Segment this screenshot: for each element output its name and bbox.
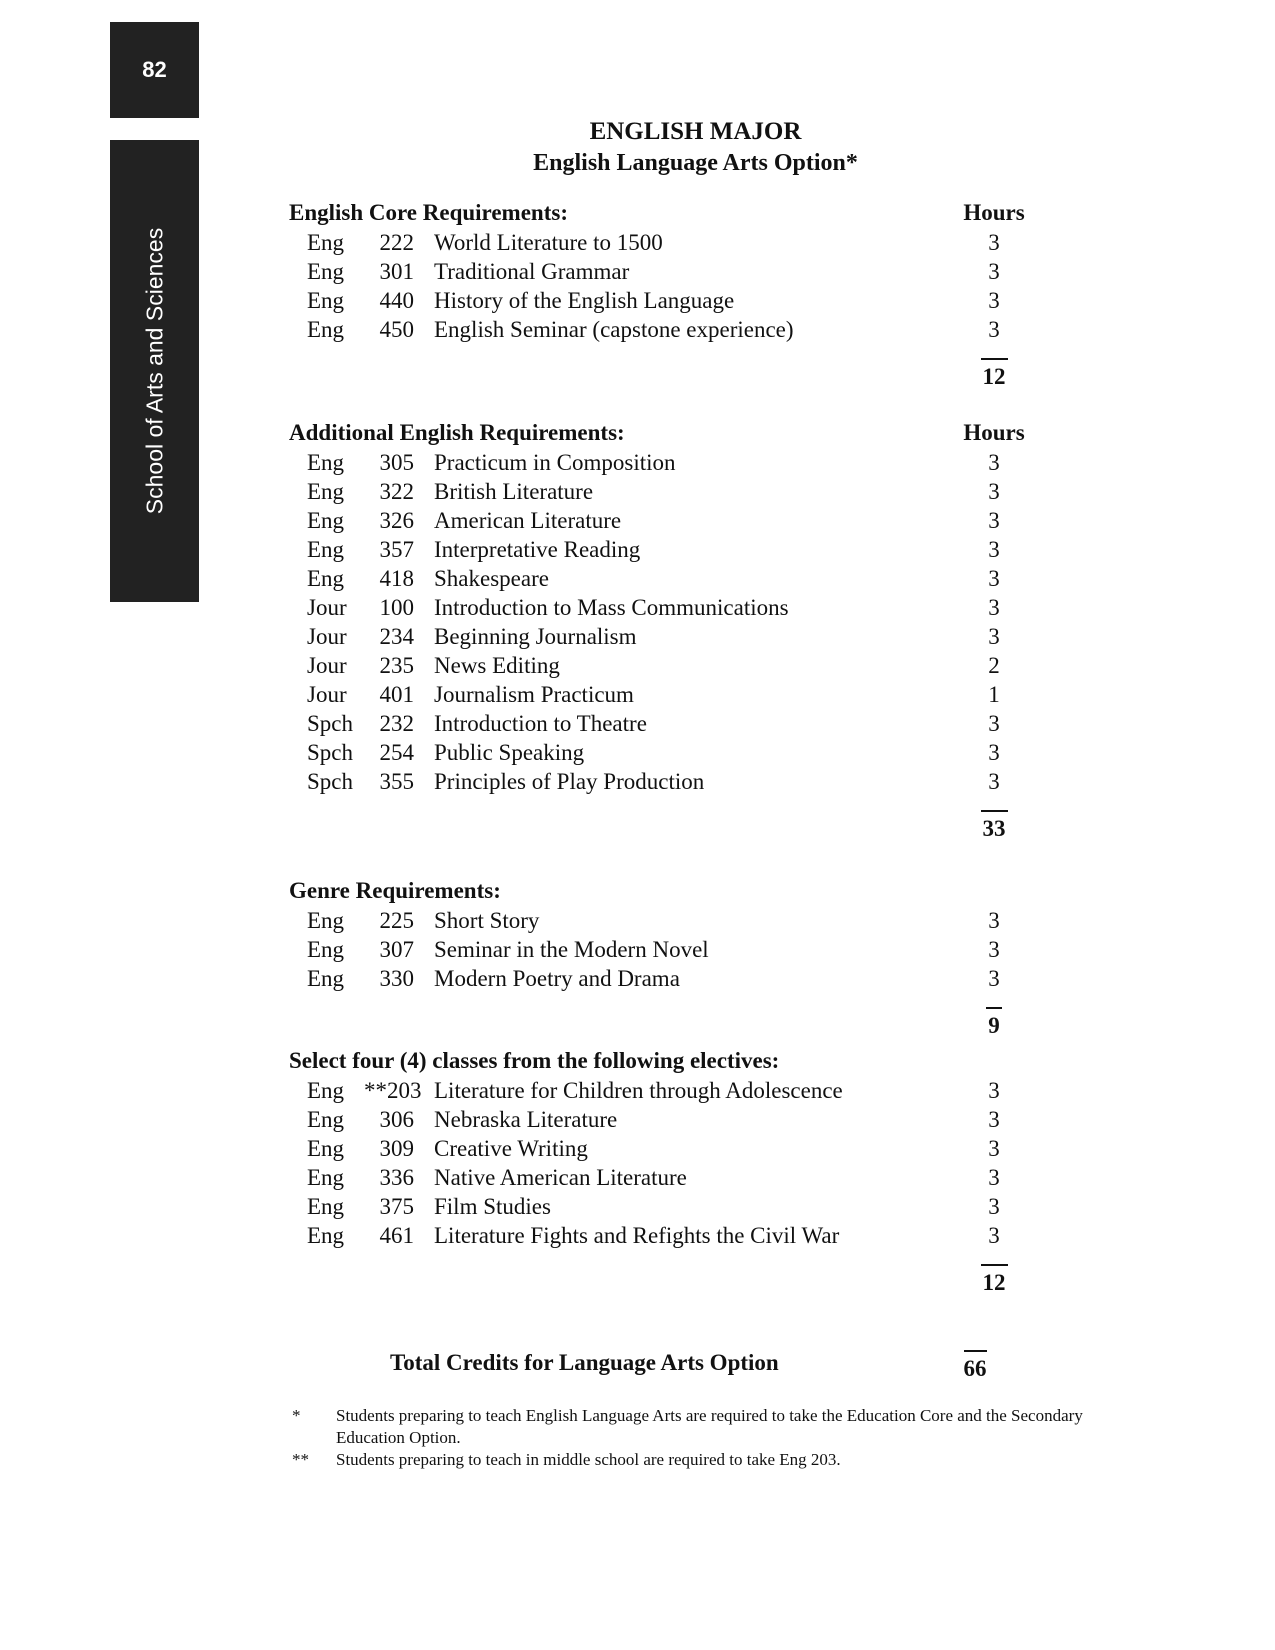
course-dept: Spch [307,768,353,794]
course-number: 326 [379,507,414,533]
footnote-mark: * [292,1406,301,1425]
course-dept: Jour [307,594,347,620]
page-number-tab [110,22,199,118]
course-number: 418 [379,565,414,591]
section-heading-row [289,1048,1029,1076]
course-row [289,286,1029,315]
course-number: 301 [379,258,414,284]
course-name: Shakespeare [434,565,549,591]
course-row [289,1105,1029,1134]
course-dept: Eng [307,1077,345,1103]
course-name: Traditional Grammar [434,258,630,284]
course-row [289,257,1029,286]
section-genre [289,878,1029,1039]
course-name: Nebraska Literature [434,1106,618,1132]
course-number: 235 [379,652,414,678]
course-dept: Jour [307,623,347,649]
course-dept: Eng [307,258,345,284]
course-name: Literature Fights and Refights the Civil War [434,1222,840,1248]
course-row [289,477,1029,506]
hours-header: Hours [963,420,1025,445]
course-row [289,448,1029,477]
course-row [289,535,1029,564]
course-number: 305 [379,449,414,475]
course-name: Literature for Children through Adolescence [434,1077,843,1103]
footnote-mark: ** [292,1450,309,1469]
course-dept: Eng [307,907,345,933]
course-hours: 3 [988,594,1000,620]
course-number: 322 [379,478,414,504]
course-number: 307 [379,936,414,962]
course-row [289,1221,1029,1250]
subtotal-value: 33 [981,810,1008,842]
course-number: 375 [379,1193,414,1219]
course-name: English Seminar (capstone experience) [434,316,794,342]
course-hours: 3 [988,965,1000,991]
course-name: Principles of Play Production [434,768,705,794]
course-row [289,564,1029,593]
course-number: 100 [379,594,414,620]
course-row [289,1163,1029,1192]
course-number: 306 [379,1106,414,1132]
course-dept: Eng [307,287,345,313]
section-heading: Additional English Requirements: [289,420,625,445]
course-hours: 3 [988,478,1000,504]
footnote-text: Students preparing to teach English Language Arts are required to take the Education Core and the Secondary Education Option. [336,1406,1083,1447]
page-title: ENGLISH MAJOR [589,118,802,145]
course-dept: Spch [307,710,353,736]
course-hours: 1 [988,681,1000,707]
course-dept: Eng [307,536,345,562]
course-row [289,1076,1029,1105]
course-number: 357 [379,536,414,562]
hours-header: Hours [963,200,1025,225]
course-number: 355 [379,768,414,794]
page-subtitle: English Language Arts Option* [533,150,858,176]
total-row [390,1350,1010,1382]
side-section-label: School of Arts and Sciences [141,227,167,515]
course-hours: 3 [988,1135,1000,1161]
course-name: Journalism Practicum [434,681,634,707]
course-number: 232 [379,710,414,736]
course-number: 461 [379,1222,414,1248]
course-hours: 3 [988,507,1000,533]
course-row [289,593,1029,622]
subtotal-row [289,1007,1029,1039]
subtotal-row [289,1264,1029,1296]
section-heading-row [289,878,1029,906]
section-heading: Select four (4) classes from the following electives: [289,1048,780,1073]
course-hours: 3 [988,536,1000,562]
course-dept: Spch [307,739,353,765]
course-dept: Jour [307,681,347,707]
subtotal-value: 12 [981,358,1008,390]
subtotal-row [289,358,1029,390]
course-hours: 3 [988,1222,1000,1248]
course-row [289,709,1029,738]
course-row [289,1192,1029,1221]
section-heading: Genre Requirements: [289,878,501,903]
course-row [289,506,1029,535]
course-hours: 3 [988,768,1000,794]
course-hours: 3 [988,1193,1000,1219]
course-name: Modern Poetry and Drama [434,965,680,991]
course-name: Introduction to Theatre [434,710,647,736]
course-name: News Editing [434,652,560,678]
course-row [289,622,1029,651]
total-label: Total Credits for Language Arts Option [390,1350,779,1375]
course-name: Short Story [434,907,540,933]
course-number: 336 [379,1164,414,1190]
footnote [292,1405,1092,1449]
total-value: 66 [964,1350,987,1382]
footnote [292,1449,1092,1471]
course-hours: 3 [988,623,1000,649]
course-dept: Eng [307,478,345,504]
course-row [289,1134,1029,1163]
section-additional [289,420,1029,842]
course-row [289,906,1029,935]
course-hours: 3 [988,710,1000,736]
course-name: American Literature [434,507,622,533]
course-name: Seminar in the Modern Novel [434,936,709,962]
course-hours: 3 [988,229,1000,255]
course-number: 222 [379,229,414,255]
course-row [289,228,1029,257]
section-electives [289,1048,1029,1296]
course-dept: Eng [307,1106,345,1132]
course-hours: 3 [988,258,1000,284]
course-name: History of the English Language [434,287,735,313]
course-dept: Eng [307,449,345,475]
course-number: 401 [379,681,414,707]
course-name: Practicum in Composition [434,449,676,475]
course-row [289,315,1029,344]
course-dept: Jour [307,652,347,678]
course-number: 309 [379,1135,414,1161]
course-name: Film Studies [434,1193,551,1219]
course-dept: Eng [307,565,345,591]
course-row [289,767,1029,796]
course-row [289,935,1029,964]
course-name: Interpretative Reading [434,536,641,562]
course-dept: Eng [307,965,345,991]
section-heading: English Core Requirements: [289,200,568,225]
hours-header [959,1048,1029,1076]
course-hours: 3 [988,936,1000,962]
course-dept: Eng [307,1164,345,1190]
course-dept: Eng [307,1222,345,1248]
section-heading-row [289,200,1029,228]
course-row [289,651,1029,680]
hours-header [959,878,1029,906]
course-number: 450 [379,316,414,342]
course-dept: Eng [307,1135,345,1161]
course-name: Creative Writing [434,1135,588,1161]
footnote-text: Students preparing to teach in middle school are required to take Eng 203. [336,1450,841,1469]
course-name: Beginning Journalism [434,623,637,649]
subtotal-value: 9 [986,1007,1002,1039]
page-number: 82 [142,57,167,82]
course-hours: 3 [988,907,1000,933]
course-dept: Eng [307,1193,345,1219]
subtotal-row [289,810,1029,842]
course-number: 330 [379,965,414,991]
course-dept: Eng [307,316,345,342]
course-hours: 3 [988,739,1000,765]
course-dept: Eng [307,229,345,255]
course-hours: 3 [988,449,1000,475]
course-hours: 2 [988,652,1000,678]
course-row [289,964,1029,993]
course-name: Public Speaking [434,739,585,765]
course-hours: 3 [988,565,1000,591]
course-hours: 3 [988,1164,1000,1190]
section-core [289,200,1029,390]
course-hours: 3 [988,1106,1000,1132]
course-hours: 3 [988,1077,1000,1103]
course-number: **203 [364,1077,422,1103]
section-heading-row [289,420,1029,448]
subtotal-value: 12 [981,1264,1008,1296]
footnotes [292,1405,1092,1471]
course-dept: Eng [307,936,345,962]
course-hours: 3 [988,316,1000,342]
course-name: World Literature to 1500 [434,229,663,255]
course-number: 440 [379,287,414,313]
course-name: Introduction to Mass Communications [434,594,789,620]
course-row [289,738,1029,767]
course-hours: 3 [988,287,1000,313]
side-section-tab [110,140,199,602]
course-row [289,680,1029,709]
course-dept: Eng [307,507,345,533]
course-number: 234 [379,623,414,649]
course-name: British Literature [434,478,594,504]
course-name: Native American Literature [434,1164,687,1190]
course-number: 254 [379,739,414,765]
course-number: 225 [379,907,414,933]
